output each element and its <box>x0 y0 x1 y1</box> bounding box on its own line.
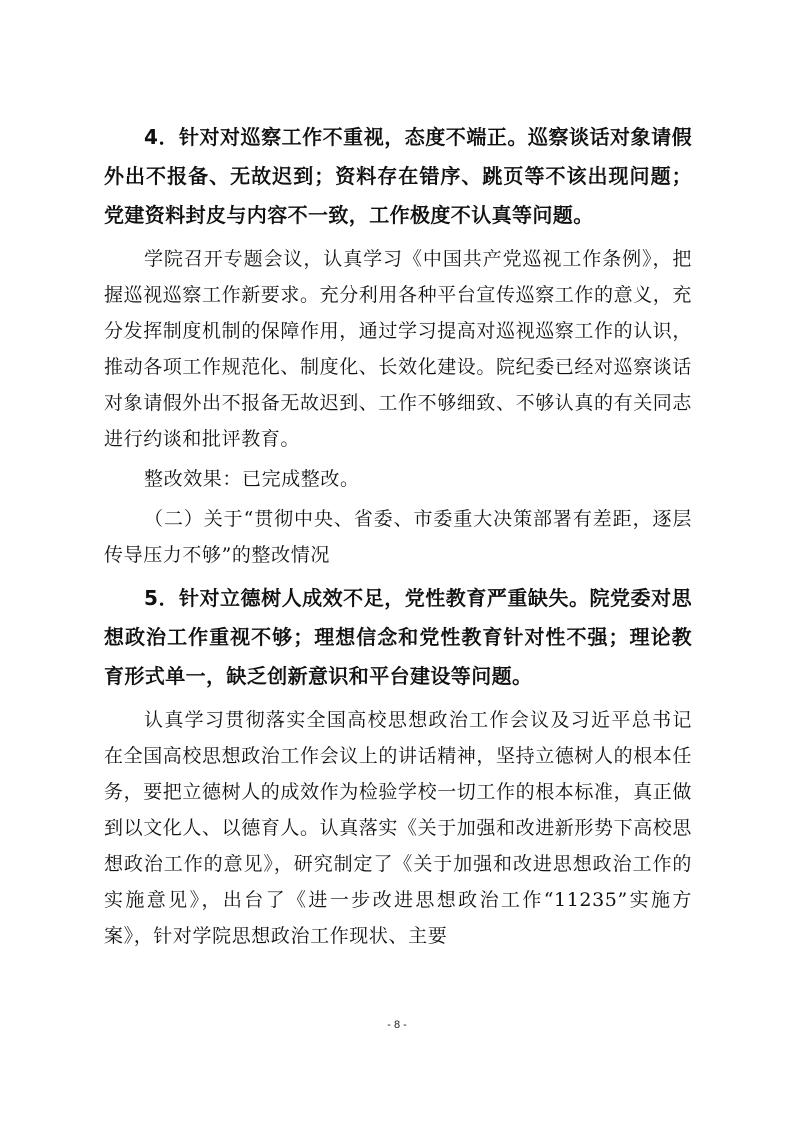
item-4-result: 整改效果：已完成整改。 <box>144 468 360 490</box>
page-number: - 8 - <box>387 1019 407 1031</box>
section-2-heading: （二）关于“贯彻中央、省委、市委重大决策部署有差距，逐层传导压力不够”的整改情况 <box>104 508 692 566</box>
document-body <box>104 118 692 954</box>
item-4-body: 学院召开专题会议，认真学习《中国共产党巡视工作条例》，把握巡视巡察工作新要求。充分利用各种平台宣传巡察工作的意义，充分发挥制度机制的保障作用，通过学习提高对巡视巡察工作的认识，推动各项工作规范化、制度化、长效化建设。院纪委已经对巡察谈话对象请假外出不报备无故迟到、工作不够细致、不够认真的有关同志进行约谈和批评教育。 <box>104 248 693 450</box>
item-5-heading: 5．针对立德树人成效不足，党性教育严重缺失。院党委对思想政治工作重视不够；理想信念和党性教育针对性不强；理论教育形式单一，缺乏创新意识和平台建设等问题。 <box>104 586 692 688</box>
item-5-body: 认真学习贯彻落实全国高校思想政治工作会议及习近平总书记在全国高校思想政治工作会议上的讲话精神，坚持立德树人的根本任务，要把立德树人的成效作为检验学校一切工作的根本标准，真正做到以文化人、以德育人。认真落实《关于加强和改进新形势下高校思想政治工作的意见》，研究制定了《关于加强和改进思想政治工作的实施意见》，出台了《进一步改进思想政治工作“11235”实施方案》，针对学院思想政治工作现状、主要 <box>104 709 693 947</box>
item-4-heading: 4．针对对巡察工作不重视，态度不端正。巡察谈话对象请假外出不报备、无故迟到；资料存在错序、跳页等不该出现问题；党建资料封皮与内容不一致，工作极度不认真等问题。 <box>104 125 692 227</box>
